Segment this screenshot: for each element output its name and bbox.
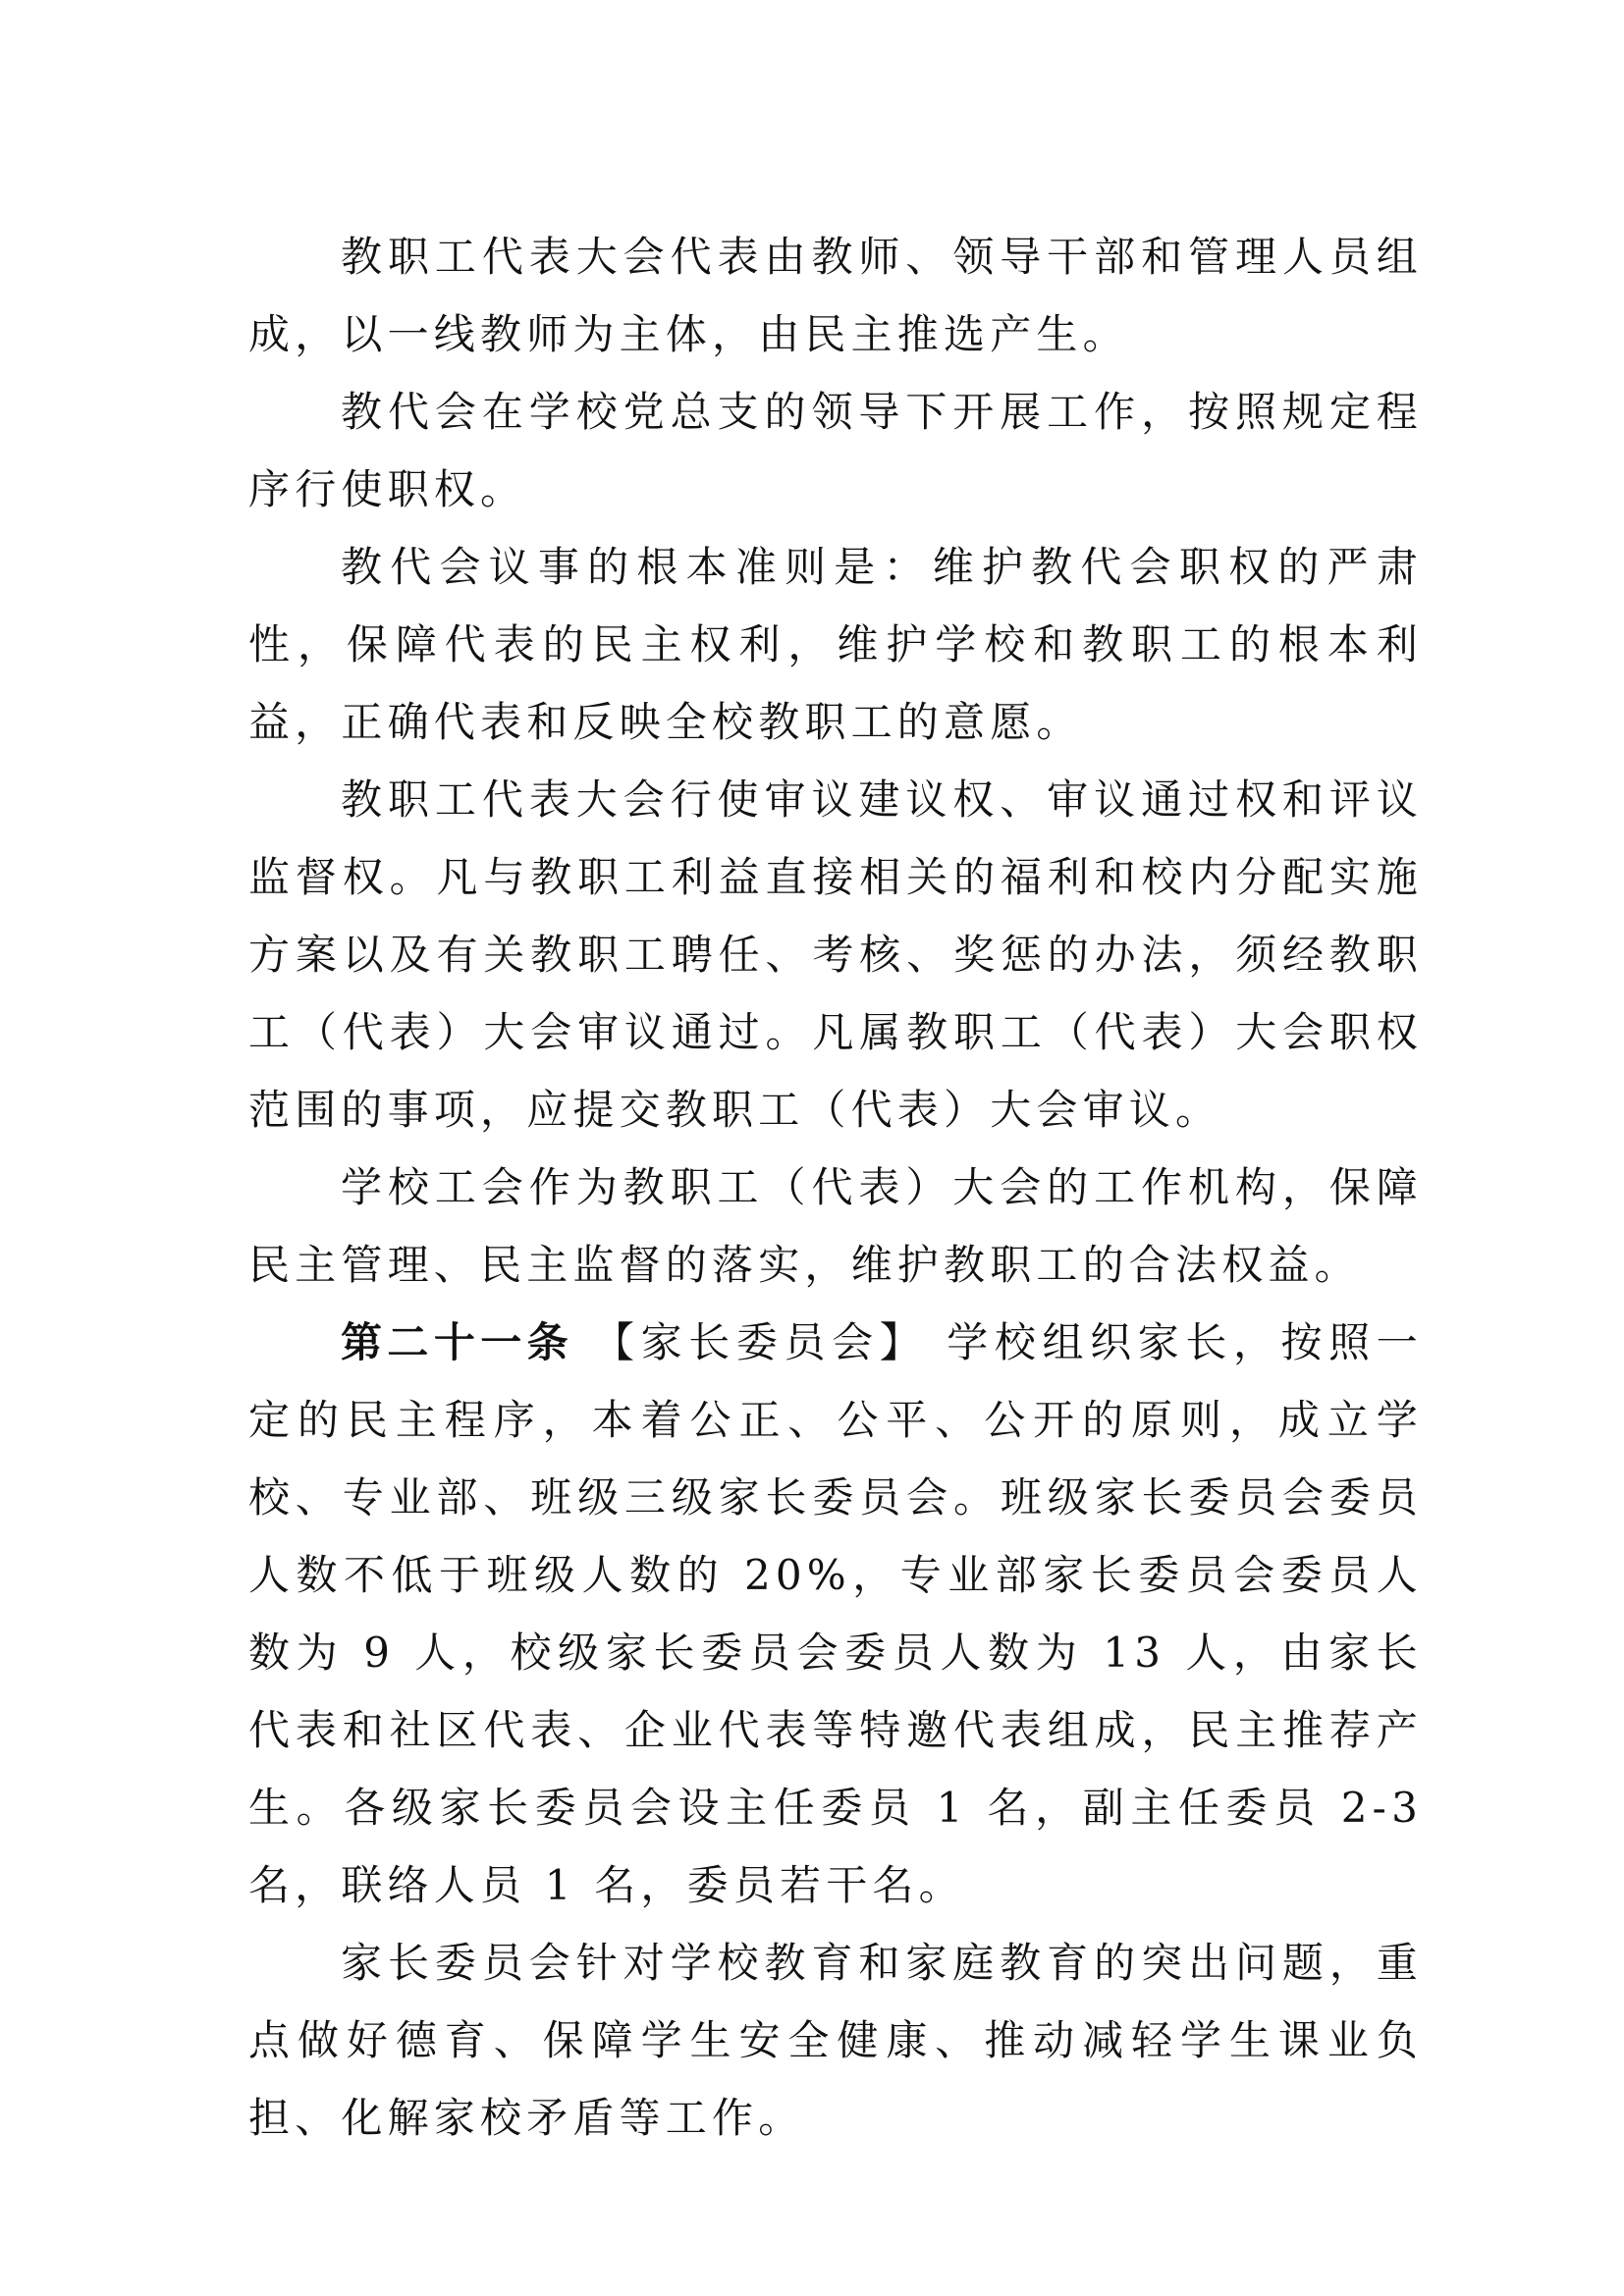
article-21-body: 学校组织家长，按照一定的民主程序，本着公正、公平、公开的原则，成立学校、专业部、班级三级家长委员会。班级家长委员会委员人数不低于班级人数的 20%，专业部家长委员会委员人数为 9 人，校级家长委员会委员人数为 13 人，由家长代表和社区代表、企业代表等特邀代表组成，民主推荐产生。各级家长委员会设主任委员 1 名，副主任委员 2-3 名，联络人员 1 名，委员若干名。 (248, 1318, 1423, 1909)
paragraph-powers: 教职工代表大会行使审议建议权、审议通过权和评议监督权。凡与教职工利益直接相关的福利和校内分配实施方案以及有关教职工聘任、考核、奖惩的办法，须经教职工（代表）大会审议通过。凡属教职工（代表）大会职权范围的事项，应提交教职工（代表）大会审议。 (248, 775, 1423, 1134)
article-21-paragraph (248, 1304, 1423, 1924)
article-21-title: 【家长委员会】 (593, 1318, 928, 1366)
document-page (248, 218, 1423, 2157)
paragraph-union-role: 学校工会作为教职工（代表）大会的工作机构，保障民主管理、民主监督的落实，维护教职工的合法权益。 (248, 1163, 1423, 1289)
article-21-label: 第二十一条 (341, 1318, 574, 1366)
paragraph-representative-composition: 教职工代表大会代表由教师、领导干部和管理人员组成，以一线教师为主体，由民主推选产生。 (248, 233, 1423, 358)
paragraph-parent-committee-duties: 家长委员会针对学校教育和家庭教育的突出问题，重点做好德育、保障学生安全健康、推动减轻学生课业负担、化解家校矛盾等工作。 (248, 1939, 1423, 2142)
paragraph-principles: 教代会议事的根本准则是：维护教代会职权的严肃性，保障代表的民主权利，维护学校和教职工的根本利益，正确代表和反映全校教职工的意愿。 (248, 543, 1423, 746)
paragraph-leadership: 教代会在学校党总支的领导下开展工作，按照规定程序行使职权。 (248, 388, 1423, 513)
